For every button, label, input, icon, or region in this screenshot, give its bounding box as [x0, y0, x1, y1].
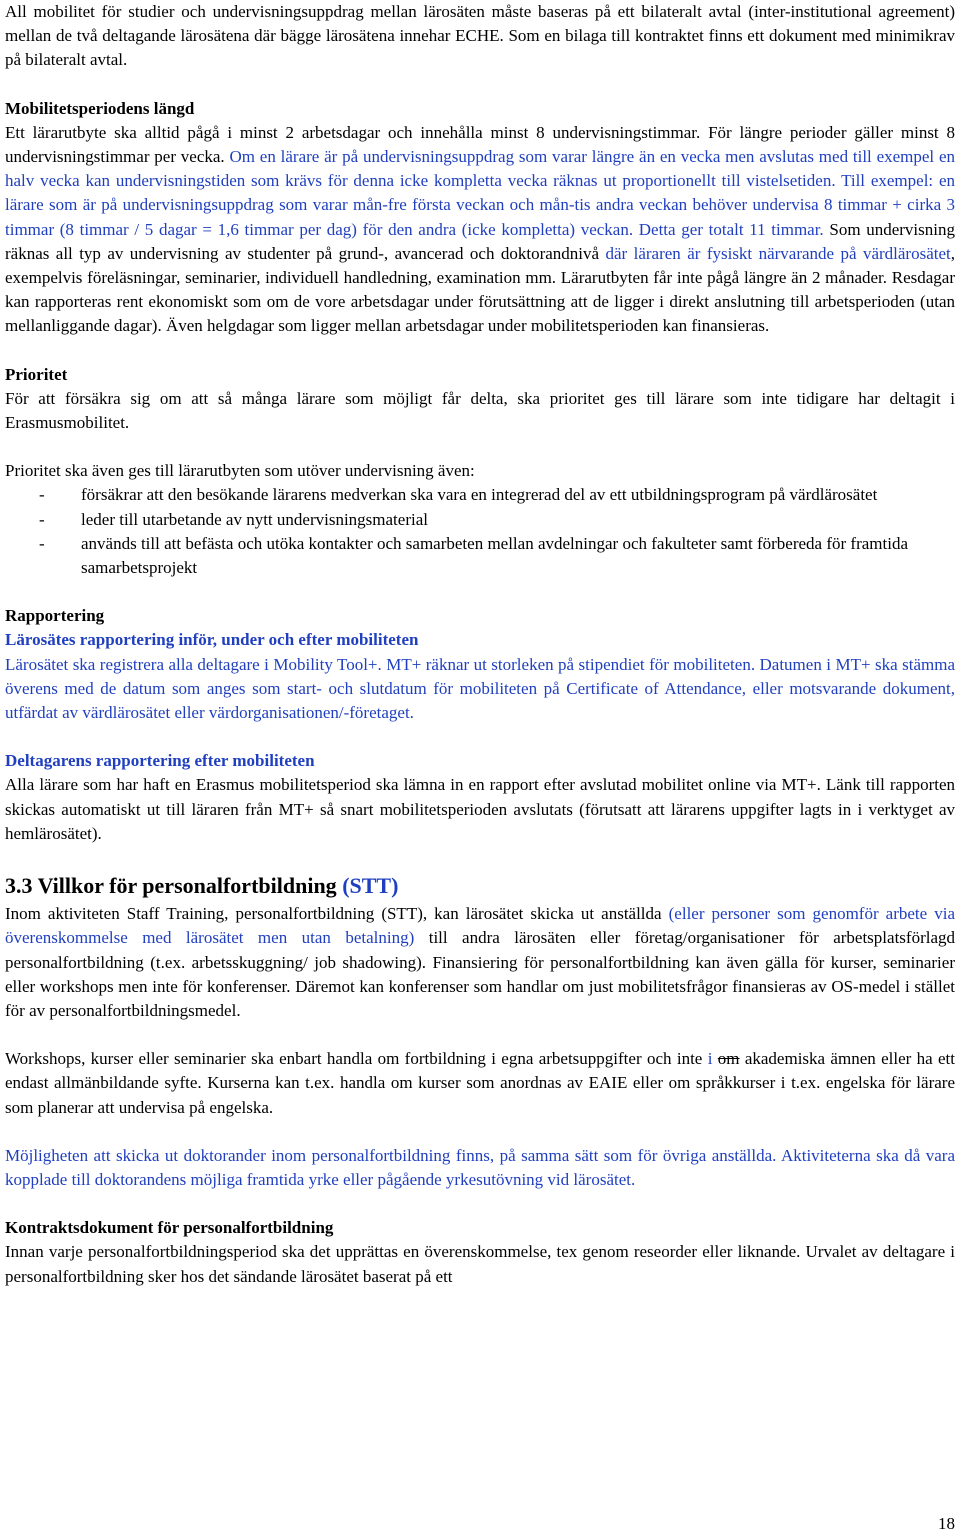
- stt-text-2b-inserted: i: [707, 1049, 713, 1069]
- spacer: [5, 580, 955, 604]
- period-text-2-revised: Om en lärare är på undervisningsuppdrag som varar längre än en vecka men avslutas med till exempel en halv vecka kan undervisningstiden som krävs för denna icke kompletta vecka räknas ut proportionellt till vistelsetiden. Till exempel: en lärare som är på undervisningsuppdrag som varar mån-fre första veckan och mån-tis andra veckan behöver undervisa 8 timmar + cirka 3 timmar (8 timmar / 5 dagar = 1,6 timmar per dag) för den andra (icke kompletta) veckan. Detta ger totalt 11 timmar.: [5, 147, 956, 239]
- stt-paragraph-2: [5, 1047, 955, 1120]
- priority-paragraph-1: För att försäkra sig om att så många lärare som möjligt får delta, ska prioritet ges till lärare som inte tidigare har deltagit i Erasmusmobilitet.: [5, 388, 955, 433]
- reporting-paragraph-2: Alla lärare som har haft en Erasmus mobilitetsperiod ska lämna in en rapport efter avslutad mobilitet online via MT+. Länk till rapporten skickas automatiskt ut till läraren från MT+ så snart mobilitetsperioden avslutats (förutsatt att lärarens uppgifter lagts in i verktyget av hemlärosätet).: [5, 775, 955, 843]
- stt-text-2d: akademiska ämnen eller ha ett endast allmänbildande syfte. Kurserna kan t.ex. handla om kurser som anordnas av EAIE eller om språkkurser i t.ex. engelska för lärare som planerar att undervisa på engelska.: [5, 1049, 956, 1117]
- list-item: [5, 508, 955, 532]
- list-item: [5, 532, 955, 580]
- period-text-3: Som undervisning räknas all typ av undervisning av studenter på grund-, avancerad och doktorandnivå: [5, 219, 955, 263]
- priority-list: [5, 483, 955, 580]
- list-item-text: försäkrar att den besökande lärarens medverkan ska vara en integrerad del av ett utbildningsprogram på värdlärosätet: [81, 485, 878, 505]
- section-heading-reporting: Rapportering: [5, 606, 105, 626]
- stt-heading-abbrev: (STT): [342, 873, 399, 899]
- list-dash: -: [39, 509, 45, 529]
- period-text-1: Ett lärarutbyte ska alltid pågå i minst 2 arbetsdagar och innehålla minst 8 undervisningstimmar. För längre perioder gäller minst 8 undervisningstimmar per vecka.: [5, 122, 955, 167]
- section-heading-priority: Prioritet: [5, 364, 68, 384]
- document-body: [5, 0, 955, 1289]
- priority-paragraph-2: Prioritet ska även ges till lärarutbyten som utöver undervisning även:: [5, 461, 475, 481]
- stt-text-2a: Workshops, kurser eller seminarier ska enbart handla om fortbildning i egna arbetsuppgifter och inte: [5, 1049, 708, 1069]
- list-item: [5, 483, 955, 507]
- stt-text-1c: till andra lärosäten eller företag/organisationer för arbetsplatsförlagd personalfortbildning (t.ex. arbetsskuggning/ job shadowing). Finansiering för personalfortbildning kan även gälla för kurser, seminarier eller workshops men inte för konferenser. Däremot kan konferenser som handlar om just mobilitetsfrågor finansieras av OS-medel i stället för av personalfortbildningsmedel.: [5, 928, 955, 1020]
- period-paragraph: [5, 121, 955, 339]
- stt-text-1b-revised: (eller personer som genomför arbete via överenskommelse med lärosätet men utan betalning): [5, 904, 956, 948]
- subheading-participant-reporting: Deltagarens rapportering efter mobiliteten: [5, 751, 315, 771]
- section-heading-contract: Kontraktsdokument för personalfortbildning: [5, 1218, 334, 1238]
- spacer: [5, 339, 955, 363]
- section-heading-stt: [5, 870, 955, 902]
- subheading-institution-reporting: Lärosätes rapportering inför, under och efter mobiliteten: [5, 630, 419, 650]
- list-dash: -: [39, 485, 45, 505]
- period-text-5: , exempelvis föreläsningar, seminarier, individuell handledning, examination mm. Lärarutbyten får inte pågå längre än 2 månader. Resdagar kan rapporteras rent ekonomiskt som om de vore arbetsdagar under förutsättning att de ligger i direkt anslutning till arbetsperioden (utan mellanliggande dagar). Även helgdagar som ligger mellan arbetsdagar under mobilitetsperioden kan finansieras.: [5, 243, 955, 336]
- spacer: [5, 73, 955, 97]
- contract-paragraph: Innan varje personalfortbildningsperiod ska det upprättas en överenskommelse, tex genom reseorder eller liknande. Urvalet av deltagare i personalfortbildning sker hos det sändande lärosätet baserat på ett: [5, 1242, 955, 1286]
- spacer: [5, 1192, 955, 1216]
- spacer: [5, 435, 955, 459]
- stt-paragraph-1: [5, 902, 955, 1023]
- spacer: [5, 846, 955, 870]
- spacer: [5, 725, 955, 749]
- reporting-paragraph-1: Lärosätet ska registrera alla deltagare i Mobility Tool+. MT+ räknar ut storleken på stipendiet för mobiliteten. Datumen i MT+ ska stämma överens med de datum som anges som start- och slutdatum för mobiliteten på Certificate of Attendance, eller motsvarande dokument, utfärdat av värdlärosätet eller värdorganisationen/-företaget.: [5, 654, 955, 723]
- period-text-4-revised: där läraren är fysiskt närvarande på värdlärosätet: [605, 243, 951, 263]
- spacer: [5, 1023, 955, 1047]
- list-item-text: används till att befästa och utöka kontakter och samarbeten mellan avdelningar och fakulteter samt förbereda för framtida samarbetsprojekt: [81, 533, 908, 578]
- section-heading-period: Mobilitetsperiodens längd: [5, 98, 195, 118]
- stt-text-2c-deleted: om: [717, 1049, 740, 1069]
- list-dash: -: [39, 533, 45, 553]
- list-item-text: leder till utarbetande av nytt undervisningsmaterial: [81, 509, 428, 529]
- stt-heading-text: 3.3 Villkor för personalfortbildning: [5, 873, 343, 899]
- page-number: 18: [938, 1514, 955, 1533]
- spacer: [5, 1120, 955, 1144]
- stt-text-1a: Inom aktiviteten Staff Training, personalfortbildning (STT), kan lärosätet skicka ut anställda: [5, 904, 669, 924]
- stt-paragraph-3: Möjligheten att skicka ut doktorander inom personalfortbildning finns, på samma sätt som för övriga anställda. Aktiviteterna ska då vara kopplade till doktorandens möjliga framtida yrke eller pågående yrkesutövning vid lärosätet.: [5, 1145, 955, 1189]
- intro-paragraph: All mobilitet för studier och undervisningsuppdrag mellan lärosäten måste baseras på ett bilateralt avtal (inter-institutional agreement) mellan de två deltagande lärosätena där bägge lärosätena innehar ECHE. Som en bilaga till kontraktet finns ett dokument med minimikrav på bilateralt avtal.: [5, 2, 955, 70]
